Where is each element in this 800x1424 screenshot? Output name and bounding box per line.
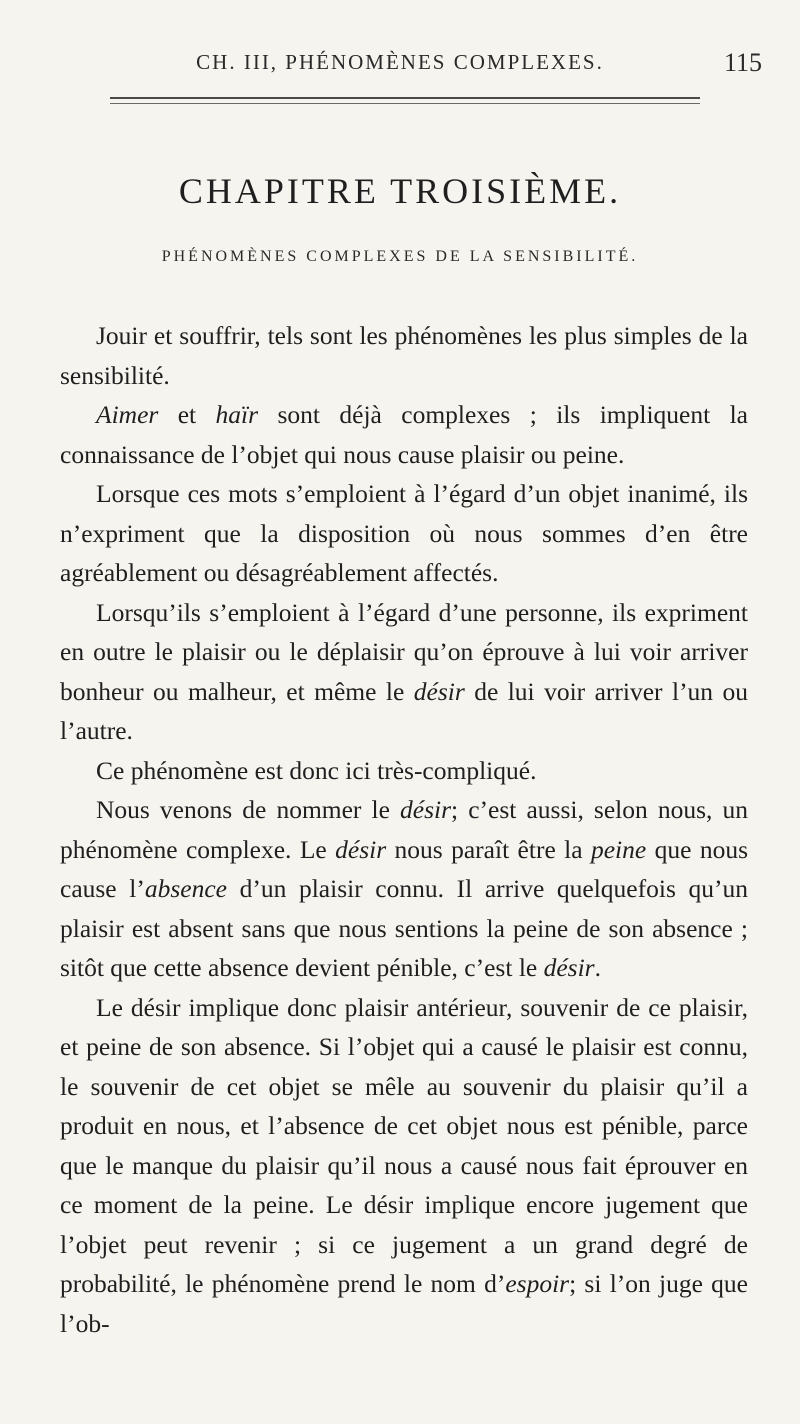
body-text: [60, 316, 748, 1343]
paragraph-7-b: ; si l’on juge que l’ob-: [60, 1269, 748, 1338]
paragraph-6-e: d’un plaisir connu. Il arrive quelquefois qu’un plaisir est absent sans que nous sentions la peine de son absence ; sitôt que cette absence devient pénible, c’est le: [60, 874, 748, 982]
term-hair: haïr: [215, 400, 259, 429]
term-desir-1: désir: [400, 795, 452, 824]
paragraph-6-a: Nous venons de nommer le: [96, 795, 401, 824]
paragraph-1: [60, 316, 748, 395]
paragraph-3: [60, 474, 748, 593]
term-desir-2: désir: [335, 834, 387, 864]
paragraph-1-text: Jouir et souffrir, tels sont les phénomènes les plus simples de la sensibilité.: [60, 321, 748, 390]
paragraph-6-f: .: [594, 953, 601, 982]
paragraph-7-a: Le désir implique donc plaisir antérieur, souvenir de ce plaisir, et peine de son absence. Si l’objet qui a causé le plaisir est connu, le souvenir de cet objet se mêle au souvenir du plaisir qu’il a produit en nous, et l’absence de cet objet nous est pénible, parce que le manque du plaisir qu’il nous a causé nous fait éprouver en ce moment de la peine. Le désir implique encore jugement que l’objet peut revenir ; si ce jugement a un grand degré de probabilité, le phénomène prend le nom d’: [60, 992, 748, 1298]
term-desir-3: désir: [543, 953, 595, 982]
term-aimer: Aimer: [96, 400, 159, 429]
header-rule-thick: [110, 97, 700, 99]
chapter-title: CHAPITRE TROISIÈME.: [178, 171, 622, 211]
term-desir: désir: [413, 676, 465, 706]
paragraph-6-c: nous paraît être la: [386, 834, 591, 864]
paragraph-2-text: sont déjà complexes ; ils impliquent la connaissance de l’objet qui nous cause plaisir ou peine.: [60, 400, 748, 469]
paragraph-2-et: et: [158, 400, 216, 429]
page-number: 115: [723, 48, 762, 77]
running-head: [0, 44, 800, 84]
paragraph-5-text: Ce phénomène est donc ici très-compliqué.: [96, 755, 537, 785]
paragraph-6-b: ; c’est aussi, selon nous, un phénomène complexe. Le: [60, 795, 748, 864]
header-rule-thin: [110, 103, 700, 104]
term-absence: absence: [144, 874, 227, 903]
paragraph-5: [60, 751, 748, 791]
paragraph-6-d: que nous cause l’: [60, 834, 749, 903]
term-peine: peine: [590, 834, 647, 864]
running-title: CH. III, PHÉNOMÈNES COMPLEXES.: [196, 50, 604, 74]
term-espoir: espoir: [505, 1269, 570, 1298]
paragraph-3-text: Lorsque ces mots s’emploient à l’égard d’un objet inanimé, ils n’expriment que la disposition où nous sommes d’en être agréablement ou désagréablement affectés.: [60, 479, 748, 587]
paragraph-2: [60, 395, 748, 474]
paragraph-4: [60, 593, 748, 751]
paragraph-7: [60, 988, 748, 1344]
paragraph-4-before: Lorsqu’ils s’emploient à l’égard d’une personne, ils expriment en outre le plaisir ou le déplaisir qu’on éprouve à lui voir arriver bonheur ou malheur, et même le: [60, 597, 748, 706]
paragraph-6: [60, 790, 748, 988]
paragraph-4-after: de lui voir arriver l’un ou l’autre.: [60, 676, 749, 745]
chapter-subtitle: PHÉNOMÈNES COMPLEXES DE LA SENSIBILITÉ.: [161, 248, 639, 265]
